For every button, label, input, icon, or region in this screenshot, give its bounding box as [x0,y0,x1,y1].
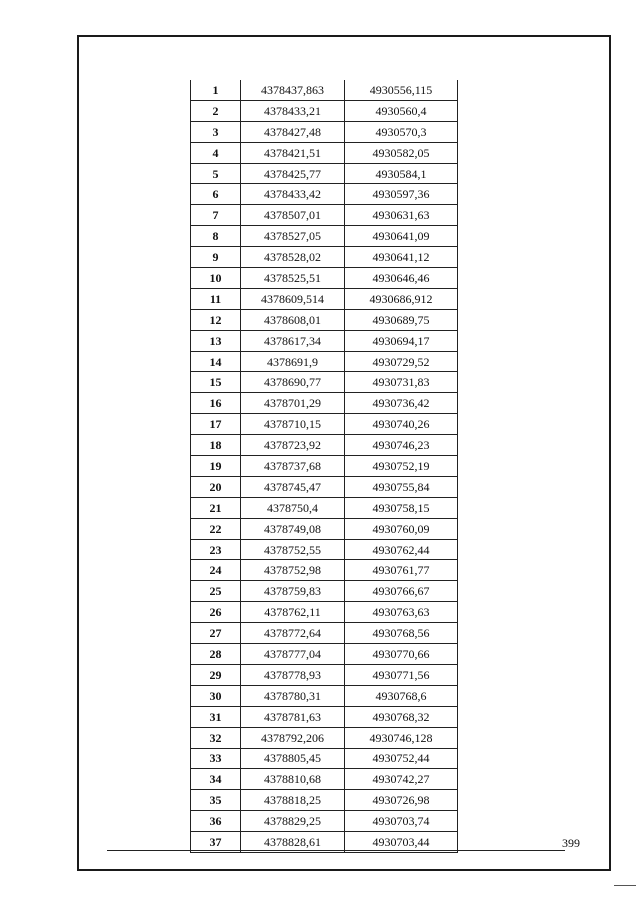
x-coordinate-cell: 4378608,01 [241,309,345,330]
y-coordinate-cell: 4930646,46 [345,268,458,289]
x-coordinate-cell: 4378745,47 [241,476,345,497]
point-number-cell: 14 [191,351,241,372]
table-row [191,247,458,268]
y-coordinate-cell: 4930582,05 [345,142,458,163]
x-coordinate-cell: 4378617,34 [241,330,345,351]
y-coordinate-cell: 4930631,63 [345,205,458,226]
y-coordinate-cell: 4930758,15 [345,497,458,518]
point-number-cell: 27 [191,623,241,644]
point-number-cell: 9 [191,247,241,268]
table-row [191,497,458,518]
point-number-cell: 29 [191,664,241,685]
point-number-cell: 28 [191,644,241,665]
x-coordinate-cell: 4378710,15 [241,414,345,435]
y-coordinate-cell: 4930570,3 [345,121,458,142]
point-number-cell: 32 [191,727,241,748]
table-row [191,811,458,832]
y-coordinate-cell: 4930768,6 [345,685,458,706]
point-number-cell: 24 [191,560,241,581]
y-coordinate-cell: 4930726,98 [345,790,458,811]
table-row [191,539,458,560]
y-coordinate-cell: 4930641,12 [345,247,458,268]
table-row [191,769,458,790]
point-number-cell: 10 [191,268,241,289]
point-number-cell: 21 [191,497,241,518]
y-coordinate-cell: 4930740,26 [345,414,458,435]
point-number-cell: 33 [191,748,241,769]
y-coordinate-cell: 4930763,63 [345,602,458,623]
table-row [191,80,458,100]
x-coordinate-cell: 4378701,29 [241,393,345,414]
y-coordinate-cell: 4930761,77 [345,560,458,581]
y-coordinate-cell: 4930742,27 [345,769,458,790]
x-coordinate-cell: 4378691,9 [241,351,345,372]
point-number-cell: 18 [191,435,241,456]
table-row [191,581,458,602]
point-number-cell: 7 [191,205,241,226]
x-coordinate-cell: 4378525,51 [241,268,345,289]
point-number-cell: 15 [191,372,241,393]
table-row [191,121,458,142]
point-number-cell: 31 [191,706,241,727]
point-number-cell: 12 [191,309,241,330]
table-row [191,644,458,665]
table-row [191,518,458,539]
table-row [191,435,458,456]
y-coordinate-cell: 4930694,17 [345,330,458,351]
y-coordinate-cell: 4930584,1 [345,163,458,184]
y-coordinate-cell: 4930762,44 [345,539,458,560]
point-number-cell: 1 [191,80,241,100]
table-row [191,685,458,706]
point-number-cell: 25 [191,581,241,602]
x-coordinate-cell: 4378805,45 [241,748,345,769]
x-coordinate-cell: 4378507,01 [241,205,345,226]
point-number-cell: 4 [191,142,241,163]
y-coordinate-cell: 4930703,74 [345,811,458,832]
x-coordinate-cell: 4378528,02 [241,247,345,268]
table-row [191,602,458,623]
table-row [191,309,458,330]
coordinates-table-body [191,80,458,852]
x-coordinate-cell: 4378810,68 [241,769,345,790]
footer-rule [107,850,565,851]
table-row [191,142,458,163]
y-coordinate-cell: 4930752,19 [345,456,458,477]
table-row [191,288,458,309]
x-coordinate-cell: 4378433,21 [241,100,345,121]
point-number-cell: 34 [191,769,241,790]
table-row [191,727,458,748]
x-coordinate-cell: 4378759,83 [241,581,345,602]
x-coordinate-cell: 4378792,206 [241,727,345,748]
point-number-cell: 8 [191,226,241,247]
x-coordinate-cell: 4378750,4 [241,497,345,518]
y-coordinate-cell: 4930768,32 [345,706,458,727]
y-coordinate-cell: 4930766,67 [345,581,458,602]
table-row [191,664,458,685]
table-row [191,706,458,727]
page-number: 399 [562,836,580,850]
table-row [191,372,458,393]
table-row [191,226,458,247]
y-coordinate-cell: 4930752,44 [345,748,458,769]
table-row [191,330,458,351]
table-row [191,163,458,184]
x-coordinate-cell: 4378778,93 [241,664,345,685]
y-coordinate-cell: 4930755,84 [345,476,458,497]
x-coordinate-cell: 4378772,64 [241,623,345,644]
x-coordinate-cell: 4378427,48 [241,121,345,142]
x-coordinate-cell: 4378818,25 [241,790,345,811]
table-row [191,205,458,226]
y-coordinate-cell: 4930746,23 [345,435,458,456]
point-number-cell: 23 [191,539,241,560]
point-number-cell: 36 [191,811,241,832]
point-number-cell: 26 [191,602,241,623]
point-number-cell: 6 [191,184,241,205]
table-row [191,790,458,811]
y-coordinate-cell: 4930689,75 [345,309,458,330]
table-row [191,414,458,435]
table-row [191,623,458,644]
edge-mark [614,885,636,886]
point-number-cell: 22 [191,518,241,539]
x-coordinate-cell: 4378737,68 [241,456,345,477]
x-coordinate-cell: 4378421,51 [241,142,345,163]
x-coordinate-cell: 4378425,77 [241,163,345,184]
point-number-cell: 30 [191,685,241,706]
point-number-cell: 19 [191,456,241,477]
x-coordinate-cell: 4378752,55 [241,539,345,560]
point-number-cell: 17 [191,414,241,435]
y-coordinate-cell: 4930686,912 [345,288,458,309]
point-number-cell: 2 [191,100,241,121]
x-coordinate-cell: 4378690,77 [241,372,345,393]
x-coordinate-cell: 4378780,31 [241,685,345,706]
y-coordinate-cell: 4930746,128 [345,727,458,748]
point-number-cell: 20 [191,476,241,497]
x-coordinate-cell: 4378828,61 [241,832,345,853]
point-number-cell: 13 [191,330,241,351]
table-row [191,351,458,372]
x-coordinate-cell: 4378781,63 [241,706,345,727]
y-coordinate-cell: 4930729,52 [345,351,458,372]
y-coordinate-cell: 4930736,42 [345,393,458,414]
x-coordinate-cell: 4378527,05 [241,226,345,247]
x-coordinate-cell: 4378433,42 [241,184,345,205]
x-coordinate-cell: 4378723,92 [241,435,345,456]
y-coordinate-cell: 4930597,36 [345,184,458,205]
coordinates-table [190,80,458,853]
x-coordinate-cell: 4378749,08 [241,518,345,539]
y-coordinate-cell: 4930703,44 [345,832,458,853]
table-row [191,748,458,769]
y-coordinate-cell: 4930731,83 [345,372,458,393]
x-coordinate-cell: 4378609,514 [241,288,345,309]
point-number-cell: 3 [191,121,241,142]
y-coordinate-cell: 4930560,4 [345,100,458,121]
point-number-cell: 5 [191,163,241,184]
x-coordinate-cell: 4378752,98 [241,560,345,581]
point-number-cell: 37 [191,832,241,853]
table-row [191,184,458,205]
y-coordinate-cell: 4930641,09 [345,226,458,247]
x-coordinate-cell: 4378437,863 [241,80,345,100]
point-number-cell: 35 [191,790,241,811]
point-number-cell: 11 [191,288,241,309]
table-row [191,560,458,581]
y-coordinate-cell: 4930760,09 [345,518,458,539]
table-row [191,476,458,497]
table-row [191,456,458,477]
table-row [191,268,458,289]
x-coordinate-cell: 4378829,25 [241,811,345,832]
y-coordinate-cell: 4930771,56 [345,664,458,685]
y-coordinate-cell: 4930768,56 [345,623,458,644]
table-row [191,393,458,414]
y-coordinate-cell: 4930556,115 [345,80,458,100]
y-coordinate-cell: 4930770,66 [345,644,458,665]
table-row [191,100,458,121]
point-number-cell: 16 [191,393,241,414]
x-coordinate-cell: 4378762,11 [241,602,345,623]
x-coordinate-cell: 4378777,04 [241,644,345,665]
